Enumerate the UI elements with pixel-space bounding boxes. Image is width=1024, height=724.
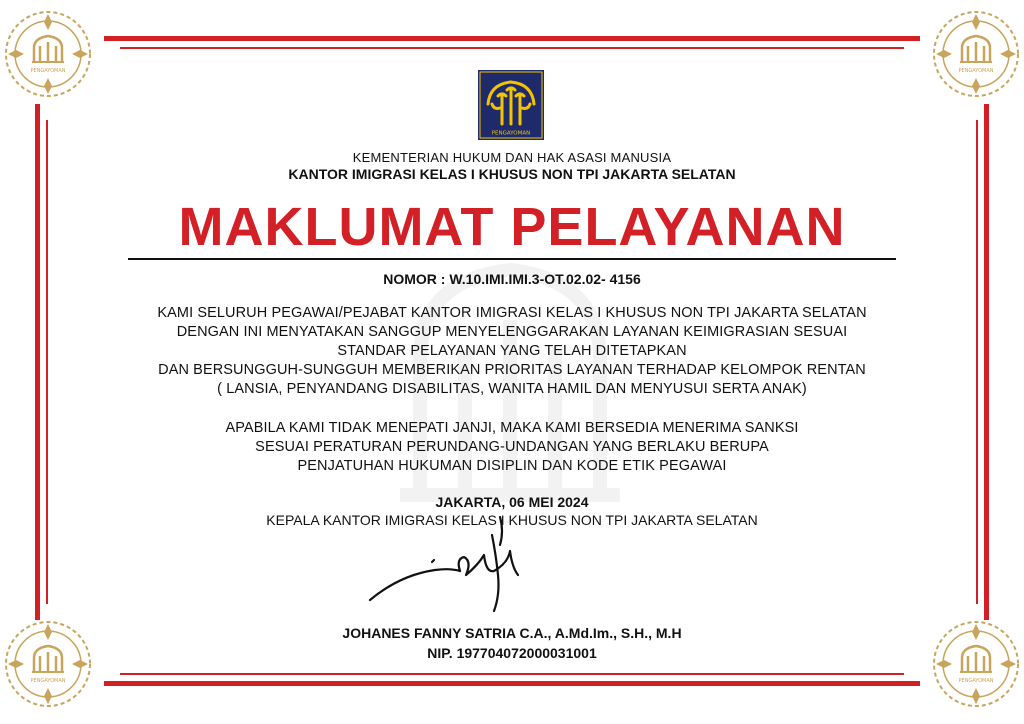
frame-bottom-line-outer — [104, 681, 920, 686]
svg-text:PENGAYOMAN: PENGAYOMAN — [30, 678, 66, 684]
signatory-nip: NIP. 197704072000031001 — [427, 645, 597, 661]
document-title: MAKLUMAT PELAYANAN — [178, 197, 846, 257]
svg-text:PENGAYOMAN: PENGAYOMAN — [958, 678, 994, 684]
place-date: JAKARTA, 06 MEI 2024 — [435, 494, 589, 510]
office-name: KANTOR IMIGRASI KELAS I KHUSUS NON TPI JAKARTA SELATAN — [288, 166, 736, 182]
statement-line: ( LANSIA, PENYANDANG DISABILITAS, WANITA HAMIL DAN MENYUSUI SERTA ANAK) — [217, 381, 807, 397]
statement-line: DAN BERSUNGGUH-SUNGGUH MEMBERIKAN PRIORITAS LAYANAN TERHADAP KELOMPOK RENTAN — [158, 362, 866, 378]
document-number: NOMOR : W.10.IMI.IMI.3-OT.02.02- 4156 — [383, 271, 641, 287]
signatory-name: JOHANES FANNY SATRIA C.A., A.Md.Im., S.H., M.H — [342, 625, 682, 641]
title-divider — [128, 258, 896, 260]
sanction-line: PENJATUHAN HUKUMAN DISIPLIN DAN KODE ETIK PEGAWAI — [297, 458, 727, 474]
ornament-corner-icon — [2, 8, 94, 100]
frame-top-line-inner — [120, 47, 904, 49]
ministry-name: KEMENTERIAN HUKUM DAN HAK ASASI MANUSIA — [352, 150, 672, 165]
pengayoman-emblem-icon — [478, 70, 544, 140]
handwritten-signature — [360, 515, 530, 615]
frame-top-line-outer — [104, 36, 920, 41]
statement-line: DENGAN INI MENYATAKAN SANGGUP MENYELENGGARAKAN LAYANAN KEIMIGRASIAN SESUAI — [176, 324, 848, 340]
emblem-motto: PENGAYOMAN — [491, 130, 531, 137]
frame-bottom-line-inner — [120, 673, 904, 675]
signatory-position: KEPALA KANTOR IMIGRASI KELAS I KHUSUS NON TPI JAKARTA SELATAN — [266, 512, 758, 528]
sanction-line: APABILA KAMI TIDAK MENEPATI JANJI, MAKA KAMI BERSEDIA MENERIMA SANKSI — [225, 420, 799, 436]
ornament-corner-icon — [930, 8, 1022, 100]
svg-text:PENGAYOMAN: PENGAYOMAN — [30, 68, 66, 74]
svg-text:PENGAYOMAN: PENGAYOMAN — [958, 68, 994, 74]
statement-line: KAMI SELURUH PEGAWAI/PEJABAT KANTOR IMIGRASI KELAS I KHUSUS NON TPI JAKARTA SELATAN — [157, 305, 867, 321]
statement-line: STANDAR PELAYANAN YANG TELAH DITETAPKAN — [337, 343, 687, 359]
sanction-line: SESUAI PERATURAN PERUNDANG-UNDANGAN YANG BERLAKU BERUPA — [255, 439, 769, 455]
